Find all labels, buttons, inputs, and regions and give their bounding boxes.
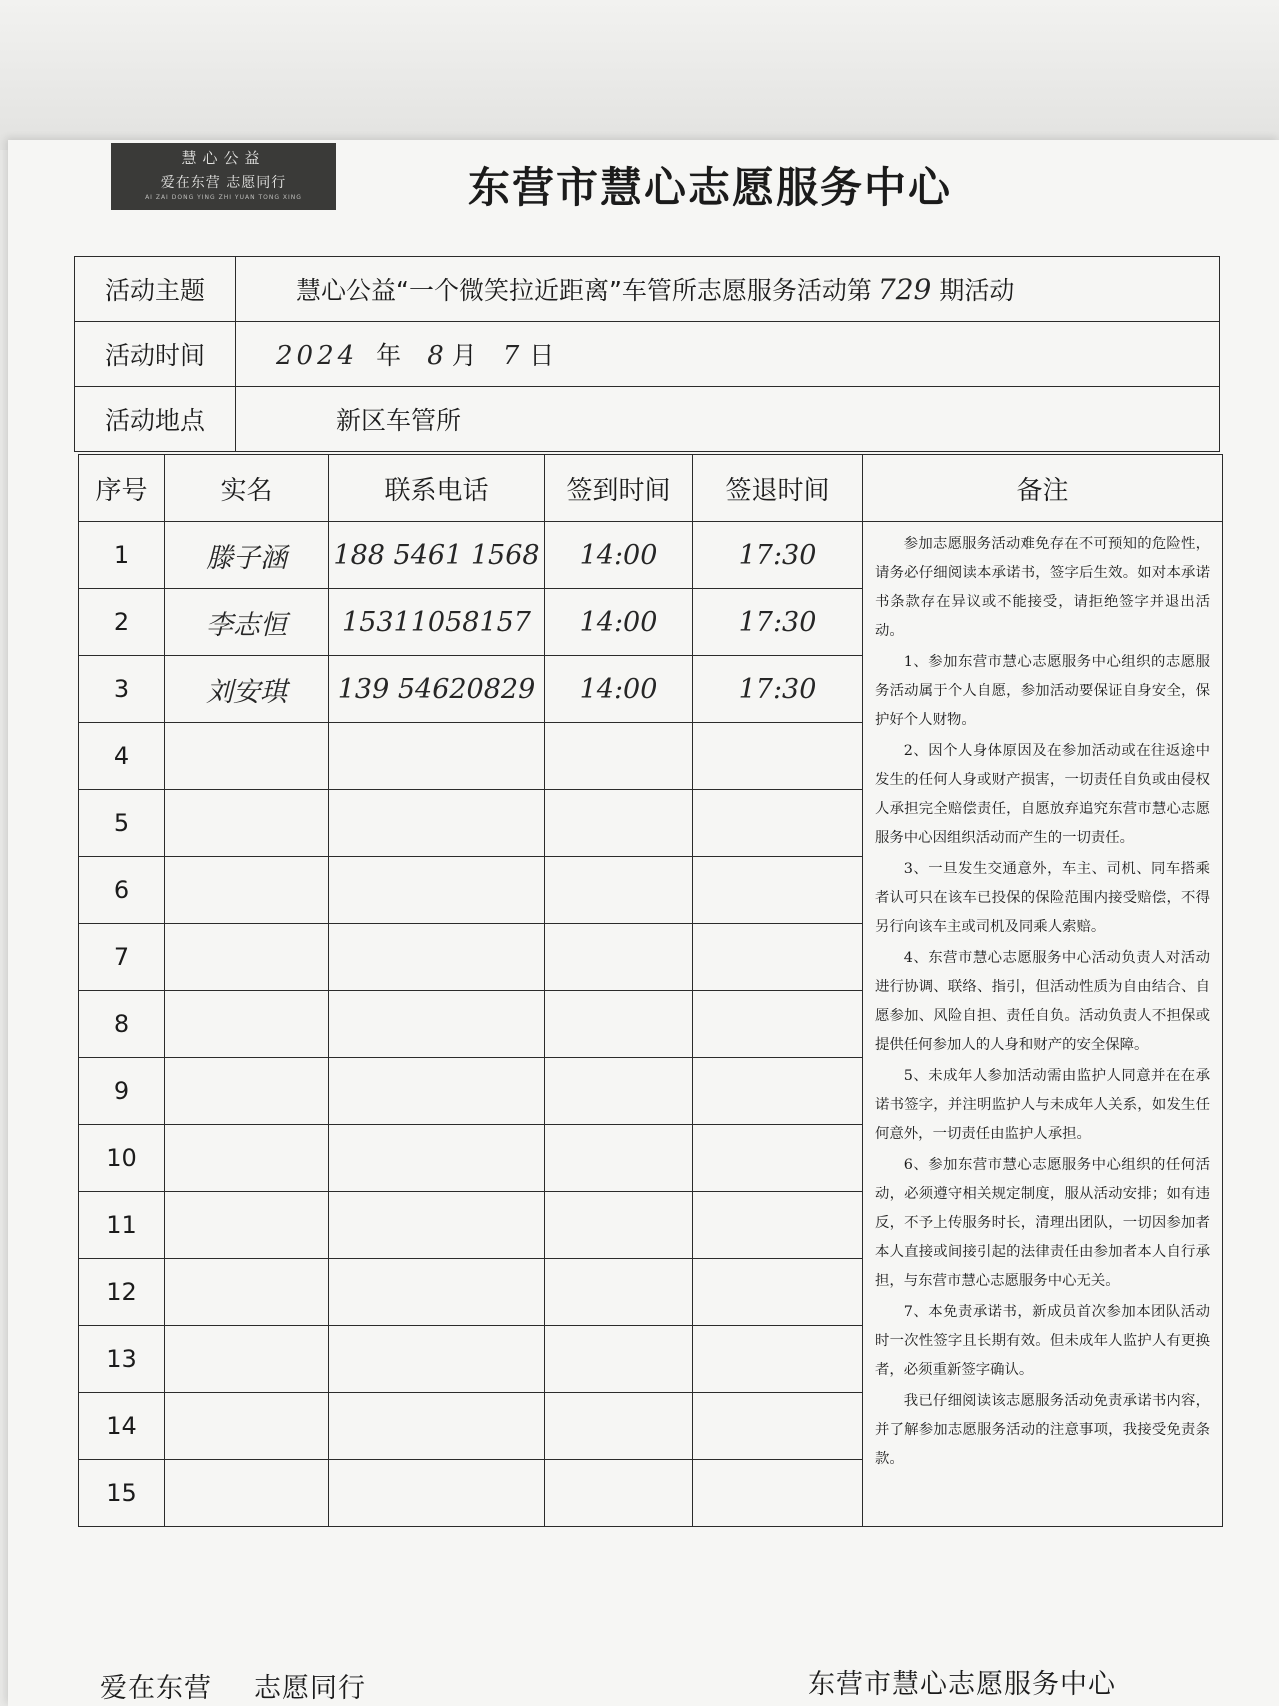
phone-number-cell [329,1192,545,1259]
phone-number-cell [329,924,545,991]
time-year: 2024 [276,341,359,371]
page-title: 东营市慧心志愿服务中心 [467,163,952,212]
signature-name-cell [165,1192,329,1259]
row-number-cell [79,1393,165,1460]
checkin-time-cell [545,1125,693,1192]
waiver-paragraph: 4、东营市慧心志愿服务中心活动负责人对活动进行协调、联络、指引，但活动性质为自由结合、自愿参加、风险自担、责任自负。活动负责人不担保或提供任何参加人的人身和财产的安全保障。 [875,950,1210,1053]
time-value [236,322,1220,387]
row-number-cell [79,522,165,589]
place-row [75,387,1220,452]
waiver-paragraph: 6、参加东营市慧心志愿服务中心组织的任何活动，必须遵守相关规定制度，服从活动安排；如有违反，不予上传服务时长，清理出团队，一切因参加者本人直接或间接引起的法律责任由参加者本人自行承担，与东营市慧心志愿服务中心无关。 [875,1157,1210,1289]
liability-waiver-text [875,530,1210,1474]
signin-table [78,454,1223,1527]
row-number: 11 [106,1211,137,1239]
logo-mark: 慧心公益 [181,149,266,167]
row-number: 13 [106,1345,137,1373]
background-top [0,0,1279,150]
signature-name: 刘安琪 [206,676,287,708]
phone-number-cell [329,1125,545,1192]
signature-name-cell [165,656,329,723]
row-number-cell [79,723,165,790]
row-number-cell [79,1192,165,1259]
footer-slogan [100,1666,366,1705]
logo-pinyin: AI ZAI DONG YING ZHI YUAN TONG XING [145,194,302,201]
row-number: 5 [113,809,130,837]
row-number-cell [79,656,165,723]
row-number-cell [79,857,165,924]
topic-label: 活动主题 [75,257,236,322]
checkin-time: 14:00 [579,673,658,705]
checkin-time-cell [545,790,693,857]
phone-number: 188 5461 1568 [333,539,540,571]
row-number-cell [79,924,165,991]
row-number: 3 [113,675,130,703]
phone-number-cell [329,1460,545,1527]
row-number-cell [79,1460,165,1527]
checkout-time: 17:30 [738,539,817,571]
checkin-time-cell [545,991,693,1058]
year-unit: 年 [376,341,402,370]
row-number: 8 [113,1010,130,1038]
row-number: 6 [113,876,130,904]
time-day: 7 [502,341,524,371]
month-unit: 月 [451,341,477,370]
checkout-time-cell [693,1393,863,1460]
checkout-time-cell [693,1460,863,1527]
checkout-time-cell [693,1058,863,1125]
row-number: 12 [106,1278,137,1306]
checkout-time-cell [693,1192,863,1259]
phone-number-cell [329,857,545,924]
row-number: 4 [113,742,130,770]
row-number-cell [79,589,165,656]
waiver-paragraph: 3、一旦发生交通意外，车主、司机、同车搭乘者认可只在该车已投保的保险范围内接受赔偿，不得另行向该车主或司机及同乘人索赔。 [875,861,1210,935]
checkin-time-cell [545,656,693,723]
row-number: 7 [113,943,130,971]
checkin-time: 14:00 [579,606,658,638]
checkout-time-cell [693,924,863,991]
notes-cell [863,522,1223,1527]
header-name: 实名 [165,455,329,522]
row-number-cell [79,991,165,1058]
checkin-time-cell [545,1393,693,1460]
footer-slogan-2: 志愿同行 [254,1673,366,1704]
waiver-paragraph: 参加志愿服务活动难免存在不可预知的危险性，请务必仔细阅读本承诺书，签字后生效。如对本承诺书条款存在异议或不能接受，请拒绝签字并退出活动。 [875,536,1210,639]
checkin-time-cell [545,1259,693,1326]
phone-number-cell [329,1393,545,1460]
topic-issue-number: 729 [877,273,932,306]
signature-name-cell [165,1058,329,1125]
footer-slogan-1: 爱在东营 [100,1673,212,1704]
place-value: 新区车管所 [236,387,1220,452]
signature-name: 滕子涵 [206,542,287,574]
checkout-time: 17:30 [738,606,817,638]
checkout-time-cell [693,1326,863,1393]
waiver-paragraph: 我已仔细阅读该志愿服务活动免责承诺书内容，并了解参加志愿服务活动的注意事项，我接受免责条款。 [875,1393,1210,1467]
checkin-time-cell [545,1192,693,1259]
header-no: 序号 [79,455,165,522]
phone-number: 15311058157 [342,606,531,638]
checkin-time-cell [545,1460,693,1527]
checkout-time-cell [693,790,863,857]
table-header-row [79,455,1223,522]
time-row [75,322,1220,387]
signature-name-cell [165,589,329,656]
signature-name-cell [165,1460,329,1527]
row-number-cell [79,1326,165,1393]
signature-name-cell [165,1326,329,1393]
row-number: 15 [106,1479,137,1507]
footer-organization: 东营市慧心志愿服务中心 [808,1669,1116,1700]
checkout-time-cell [693,1259,863,1326]
waiver-paragraph: 5、未成年人参加活动需由监护人同意并在在承诺书签字，并注明监护人与未成年人关系，如发生任何意外，一切责任由监护人承担。 [875,1068,1210,1142]
signature-name-cell [165,1125,329,1192]
organization-logo [111,143,336,210]
phone-number-cell [329,1259,545,1326]
checkin-time-cell [545,723,693,790]
time-label: 活动时间 [75,322,236,387]
phone-number: 139 54620829 [337,673,536,705]
topic-row [75,257,1220,322]
checkin-time-cell [545,1058,693,1125]
waiver-paragraph: 1、参加东营市慧心志愿服务中心组织的志愿服务活动属于个人自愿，参加活动要保证自身安全，保护好个人财物。 [875,654,1210,728]
row-number-cell [79,790,165,857]
signature-name: 李志恒 [206,609,287,641]
checkout-time-cell [693,1125,863,1192]
topic-value [236,257,1220,322]
phone-number-cell [329,522,545,589]
header-phone: 联系电话 [329,455,545,522]
phone-number-cell [329,656,545,723]
row-number: 1 [113,541,130,569]
waiver-paragraph: 2、因个人身体原因及在参加活动或在往返途中发生的任何人身或财产损害，一切责任自负或由侵权人承担完全赔偿责任，自愿放弃追究东营市慧心志愿服务中心因组织活动而产生的一切责任。 [875,743,1210,846]
phone-number-cell [329,790,545,857]
header-notes: 备注 [863,455,1223,522]
topic-text: 慧心公益“一个微笑拉近距离”车管所志愿服务活动第 [296,276,872,305]
phone-number-cell [329,1326,545,1393]
checkout-time-cell [693,991,863,1058]
topic-suffix: 期活动 [939,276,1015,305]
signature-name-cell [165,790,329,857]
activity-info-table [74,256,1220,452]
place-label: 活动地点 [75,387,236,452]
signature-name-cell [165,1393,329,1460]
logo-slogan: 爱在东营 志愿同行 [160,175,287,191]
time-month: 8 [427,341,448,371]
checkin-time-cell [545,857,693,924]
checkout-time-cell [693,857,863,924]
checkin-time-cell [545,924,693,991]
checkout-time-cell [693,589,863,656]
row-number: 14 [106,1412,137,1440]
phone-number-cell [329,991,545,1058]
row-number: 2 [113,608,130,636]
day-unit: 日 [529,341,555,370]
checkin-time-cell [545,589,693,656]
checkout-time: 17:30 [738,673,817,705]
phone-number-cell [329,1058,545,1125]
table-row [79,522,1223,589]
row-number-cell [79,1259,165,1326]
signature-name-cell [165,857,329,924]
signature-name-cell [165,1259,329,1326]
checkout-time-cell [693,723,863,790]
signature-name-cell [165,723,329,790]
header-checkout: 签退时间 [693,455,863,522]
phone-number-cell [329,589,545,656]
signature-name-cell [165,991,329,1058]
signature-name-cell [165,924,329,991]
checkin-time-cell [545,1326,693,1393]
checkout-time-cell [693,656,863,723]
signature-name-cell [165,522,329,589]
row-number-cell [79,1058,165,1125]
header-checkin: 签到时间 [545,455,693,522]
row-number: 9 [113,1077,130,1105]
row-number-cell [79,1125,165,1192]
row-number: 10 [106,1144,137,1172]
checkout-time-cell [693,522,863,589]
checkin-time-cell [545,522,693,589]
waiver-paragraph: 7、本免责承诺书，新成员首次参加本团队活动时一次性签字且长期有效。但未成年人监护人有更换者，必须重新签字确认。 [875,1304,1210,1378]
checkin-time: 14:00 [579,539,658,571]
phone-number-cell [329,723,545,790]
